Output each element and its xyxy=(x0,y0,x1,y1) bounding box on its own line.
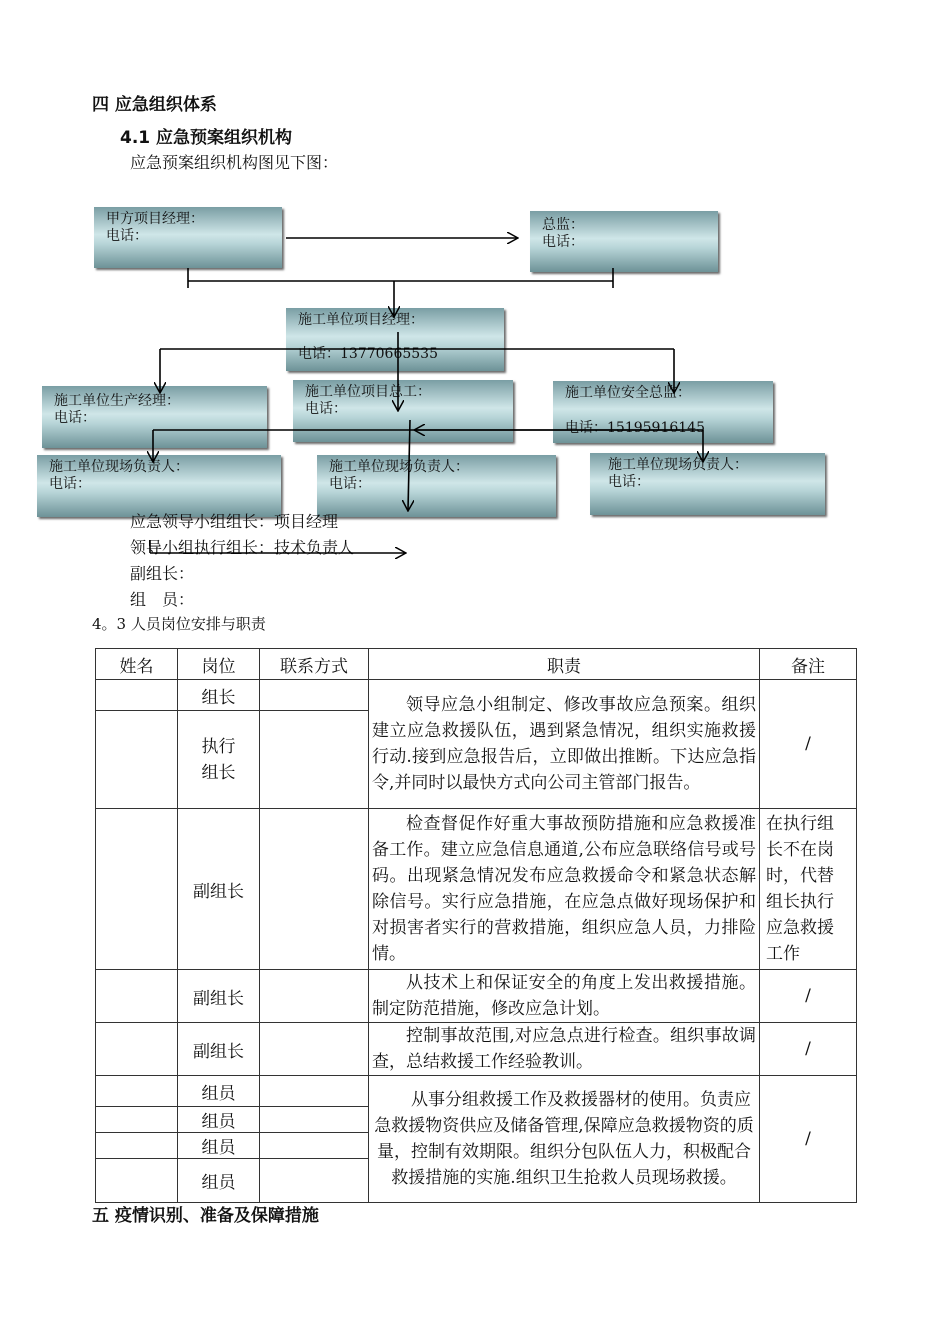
org-chart-intro: 应急预案组织机构图见下图： xyxy=(130,153,339,172)
section-5-title: 五 疫情识别、准备及保障措施 xyxy=(92,1206,319,1226)
org-box-phone: 电话： xyxy=(305,401,347,417)
cell-position: 组员 xyxy=(178,1159,260,1203)
duty-table xyxy=(95,648,857,1203)
org-box-label: 总监： xyxy=(542,217,584,233)
cell-contact xyxy=(260,1023,369,1076)
cell-contact xyxy=(260,1076,369,1107)
cell-position: 副组长 xyxy=(178,970,260,1023)
cell-contact xyxy=(260,809,369,970)
cell-name xyxy=(96,970,178,1023)
org-box-label: 施工单位现场负责人： xyxy=(329,459,469,475)
cell-contact xyxy=(260,1159,369,1203)
cell-note: / xyxy=(760,1076,857,1203)
cell-contact xyxy=(260,1133,369,1159)
subsection-4-3-title: 4。3 人员岗位安排与职责 xyxy=(92,615,266,633)
header-duty: 职责 xyxy=(369,649,760,680)
org-box-label: 施工单位生产经理： xyxy=(54,393,180,409)
cell-duty: 从事分组救援工作及救援器材的使用。负责应急救援物资供应及储备管理,保障应急救援物资的质量，控制有效期限。组织分包队伍人力，积极配合救援措施的实施.组织卫生抢救人员现场救援。 xyxy=(369,1076,760,1203)
cell-position: 副组长 xyxy=(178,809,260,970)
cell-position: 组员 xyxy=(178,1133,260,1159)
cell-position: 组员 xyxy=(178,1107,260,1133)
org-box-label: 施工单位项目总工： xyxy=(305,384,431,400)
org-box-label: 甲方项目经理： xyxy=(106,211,204,227)
header-name: 姓名 xyxy=(96,649,178,680)
cell-position: 执行 组长 xyxy=(178,711,260,809)
org-box-phone: 电话： xyxy=(49,476,91,492)
emergency-leader-line: 应急领导小组组长：项目经理 xyxy=(130,512,339,531)
cell-name xyxy=(96,1107,178,1133)
org-box-phone: 电话： xyxy=(608,474,650,490)
cell-position: 组长 xyxy=(178,680,260,711)
cell-contact xyxy=(260,711,369,809)
header-contact: 联系方式 xyxy=(260,649,369,680)
header-position: 岗位 xyxy=(178,649,260,680)
exec-leader-line: 领导小组执行组长：技术负责人 xyxy=(130,538,355,557)
cell-contact xyxy=(260,680,369,711)
deputy-leader-line: 副组长： xyxy=(130,564,195,583)
cell-note: / xyxy=(760,680,857,809)
cell-duty: 从技术上和保证安全的角度上发出救援措施。制定防范措施，修改应急计划。 xyxy=(369,970,760,1023)
cell-position: 副组长 xyxy=(178,1023,260,1076)
org-box-label: 施工单位现场负责人： xyxy=(608,457,748,473)
cell-note: / xyxy=(760,970,857,1023)
header-note: 备注 xyxy=(760,649,857,680)
cell-position: 组员 xyxy=(178,1076,260,1107)
cell-contact xyxy=(260,970,369,1023)
cell-duty: 检查督促作好重大事故预防措施和应急救援准备工作。建立应急信息通道,公布应急联络信号或号码。出现紧急情况发布应急救援命令和紧急状态解除信号。实行应急措施，在应急点做好现场保护和对损害者实行的营救措施，组织应急人员，力排险情。 xyxy=(369,809,760,970)
cell-duty: 控制事故范围,对应急点进行检查。组织事故调查，总结救援工作经验教训。 xyxy=(369,1023,760,1076)
cell-note: 在执行组长不在岗时，代替组长执行应急救援工作 xyxy=(760,809,857,970)
cell-name xyxy=(96,1133,178,1159)
cell-name xyxy=(96,809,178,970)
org-box-phone: 电话：15195916145 xyxy=(565,420,705,436)
cell-name xyxy=(96,711,178,809)
org-box-phone: 电话： xyxy=(329,476,371,492)
cell-name xyxy=(96,1023,178,1076)
member-line: 组 员： xyxy=(130,590,195,609)
org-box-label: 施工单位项目经理： xyxy=(298,312,424,328)
org-box-phone: 电话： xyxy=(54,410,96,426)
org-box-label: 施工单位安全总监： xyxy=(565,385,691,401)
cell-name xyxy=(96,1159,178,1203)
cell-contact xyxy=(260,1107,369,1133)
subsection-4-1-title: 4.1 应急预案组织机构 xyxy=(120,128,293,148)
cell-name xyxy=(96,680,178,711)
org-box-phone: 电话： xyxy=(542,234,584,250)
cell-name xyxy=(96,1076,178,1107)
section-4-title: 四 应急组织体系 xyxy=(92,95,217,115)
org-box-label: 施工单位现场负责人： xyxy=(49,459,189,475)
org-chart-connectors xyxy=(0,0,950,620)
org-box-phone: 电话：13770665535 xyxy=(298,346,438,362)
cell-note: / xyxy=(760,1023,857,1076)
org-box-phone: 电话： xyxy=(106,228,148,244)
cell-duty: 领导应急小组制定、修改事故应急预案。组织建立应急救援队伍，遇到紧急情况，组织实施救援行动.接到应急报告后，立即做出推断。下达应急指令,并同时以最快方式向公司主管部门报告。 xyxy=(369,680,760,809)
